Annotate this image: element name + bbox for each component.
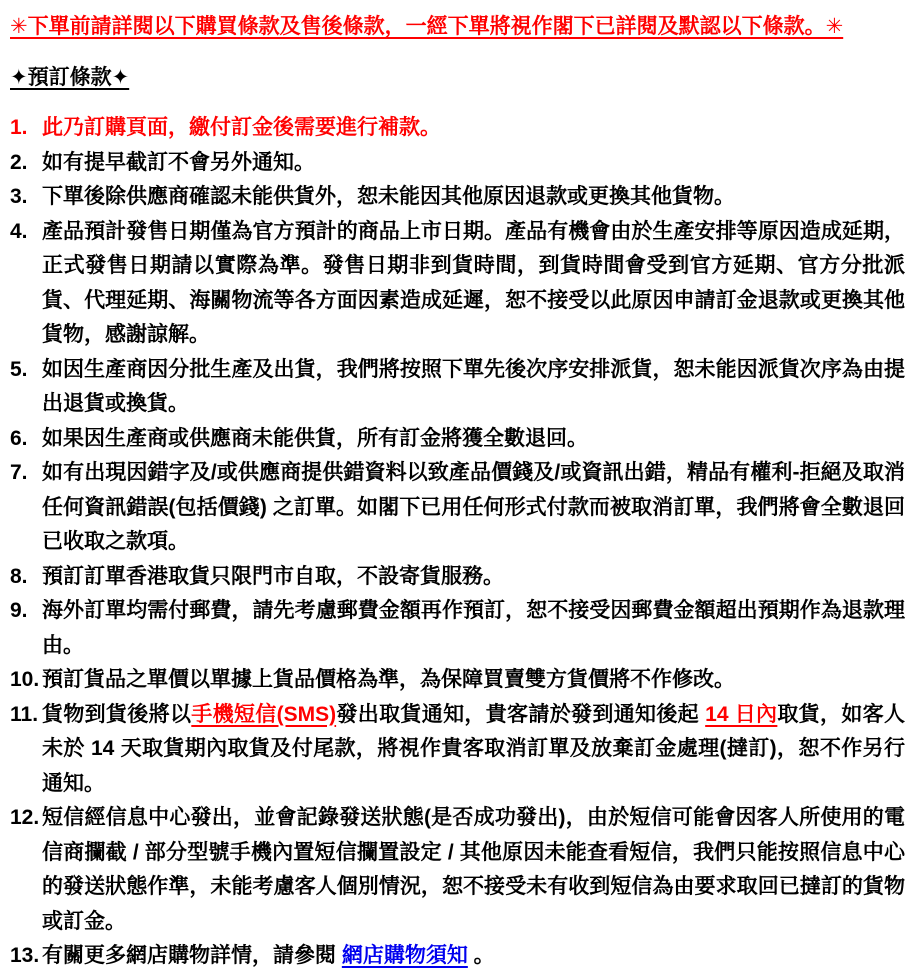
term-text-segment: 如有提早截訂不會另外通知。 xyxy=(42,150,315,174)
term-item-8 xyxy=(10,560,905,595)
term-text-segment: 預訂貨品之單價以單據上貨品價格為準，為保障買賣雙方貨價將不作修改。 xyxy=(42,668,735,691)
term-text-segment: 如因生產商因分批生產及出貨，我們將按照下單先後次序安排派貨，恕未能因派貨次序為由提出退貨或換貨。 xyxy=(42,357,905,415)
term-item-9 xyxy=(10,594,905,663)
term-number: 9. xyxy=(10,599,28,622)
term-item-6 xyxy=(10,422,905,457)
term-text xyxy=(42,146,905,181)
term-item-11 xyxy=(10,698,905,802)
term-number: 5. xyxy=(10,357,28,381)
term-text-segment: 貨物到貨後將以 xyxy=(42,702,192,726)
term-item-3 xyxy=(10,180,905,215)
term-number: 6. xyxy=(10,426,28,450)
term-number: 1. xyxy=(10,116,28,139)
term-text-segment: 預訂訂單香港取貨只限門市自取，不設寄貨服務。 xyxy=(42,564,504,588)
term-text xyxy=(42,111,905,146)
term-text xyxy=(42,353,905,422)
term-number: 2. xyxy=(10,150,28,174)
term-item-2 xyxy=(10,146,905,181)
term-number: 11. xyxy=(10,702,39,726)
warning-banner: ✳下單前請詳閱以下購買條款及售後條款，一經下單將視作閣下已詳閱及默認以下條款。✳ xyxy=(10,15,844,38)
term-item-13 xyxy=(10,939,905,974)
term-text-segment: 取貨，如客人未於 14 天取貨期內取貨及付尾款，將視作貴客取消訂單及放棄訂金處理(撻訂)，恕不作另行通知。 xyxy=(42,702,905,795)
term-item-4 xyxy=(10,215,905,353)
term-text-segment: 此乃訂購頁面，繳付訂金後需要進行補款。 xyxy=(42,116,441,139)
term-item-5 xyxy=(10,353,905,422)
term-text-segment: 產品預計發售日期僅為官方預計的商品上市日期。產品有機會由於生產安排等原因造成延期，正式發售日期請以實際為準。發售日期非到貨時間，到貨時間會受到官方延期、官方分批派貨、代理延期、海關物流等各方面因素造成延遲，恕不接受以此原因申請訂金退款或更換其他貨物，感謝諒解。 xyxy=(42,219,905,346)
term-text xyxy=(42,801,905,939)
term-number: 8. xyxy=(10,564,28,588)
term-text xyxy=(42,215,905,353)
term-text-segment: 。 xyxy=(467,944,495,967)
term-number: 13. xyxy=(10,944,40,967)
term-number: 10. xyxy=(10,668,40,691)
highlighted-term-text: 14 日內 xyxy=(705,702,778,726)
term-item-1 xyxy=(10,111,905,146)
term-text xyxy=(42,939,905,974)
term-text xyxy=(42,180,905,215)
store-shopping-notes-link[interactable]: 網店購物須知 xyxy=(341,944,468,967)
term-text-segment: 如果因生產商或供應商未能供貨，所有訂金將獲全數退回。 xyxy=(42,426,588,450)
term-text-segment: 如有出現因錯字及/或供應商提供錯資料以致產品價錢及/或資訊出錯，精品有權利-拒絕及取消任何資訊錯誤(包括價錢) 之訂單。如閣下已用任何形式付款而被取消訂單，我們將會全數退回已收取之款項。 xyxy=(42,461,905,553)
term-text-segment: 海外訂單均需付郵費，請先考慮郵費金額再作預訂，恕不接受因郵費金額超出預期作為退款理由。 xyxy=(42,599,905,657)
term-item-10 xyxy=(10,663,905,698)
term-number: 4. xyxy=(10,219,28,243)
term-text xyxy=(42,456,905,560)
terms-list xyxy=(10,111,905,974)
term-text xyxy=(42,698,905,802)
highlighted-term-text: 手機短信(SMS) xyxy=(191,702,337,726)
term-text-segment: 有關更多網店購物詳情，請參閱 xyxy=(42,944,342,967)
term-item-7 xyxy=(10,456,905,560)
section-title: ✦預訂條款✦ xyxy=(10,65,130,89)
term-text xyxy=(42,560,905,595)
term-text xyxy=(42,594,905,663)
term-number: 7. xyxy=(10,461,28,484)
term-text-segment: 發出取貨通知，貴客請於發到通知後起 xyxy=(336,702,706,726)
term-item-12 xyxy=(10,801,905,939)
term-text-segment: 下單後除供應商確認未能供貨外，恕未能因其他原因退款或更換其他貨物。 xyxy=(42,185,735,208)
term-number: 12. xyxy=(10,806,40,829)
term-text xyxy=(42,422,905,457)
term-number: 3. xyxy=(10,185,28,208)
term-text xyxy=(42,663,905,698)
term-text-segment: 短信經信息中心發出，並會記錄發送狀態(是否成功發出)，由於短信可能會因客人所使用的電信商攔截 / 部分型號手機內置短信攔置設定 / 其他原因未能查看短信，我們只能按照信息中心的發送狀態作準，未能考慮客人個別情況，恕不接受未有收到短信為由要求取回已撻訂的貨物或訂金。 xyxy=(42,806,905,933)
